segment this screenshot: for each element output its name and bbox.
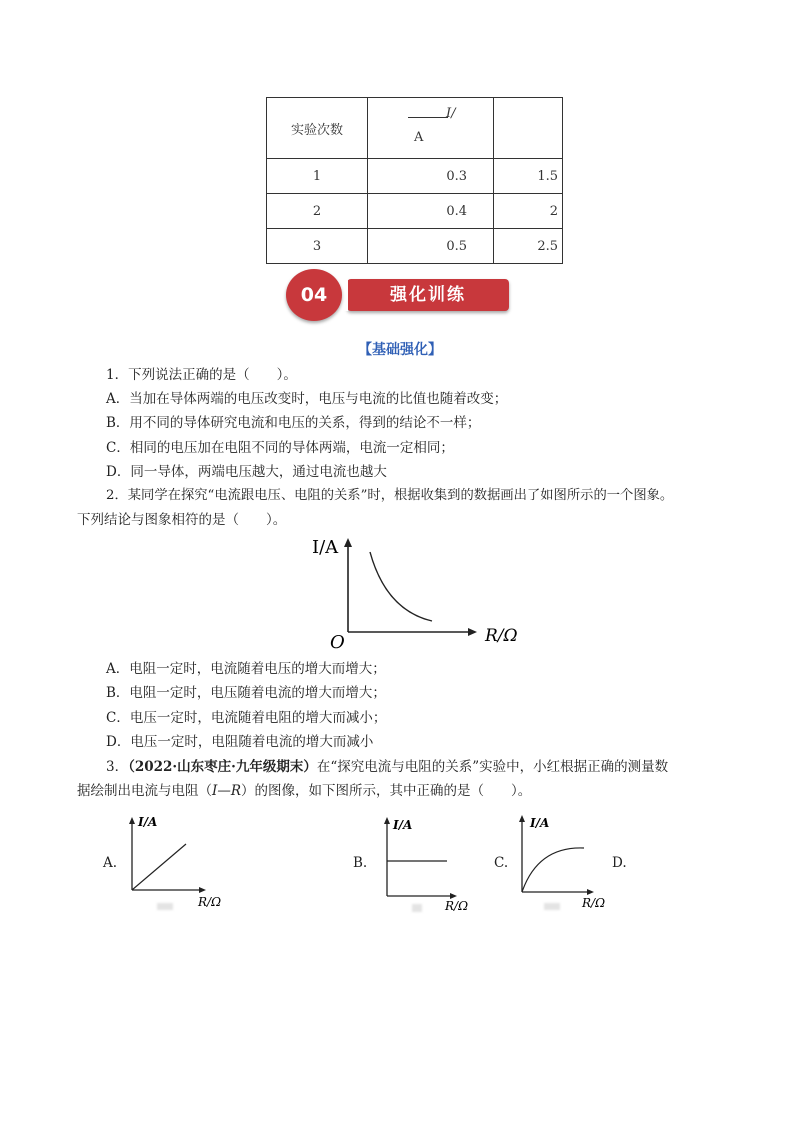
table-header-trials: 实验次数 [267, 98, 368, 159]
q2-stem-line1: 2．某同学在探究“电流跟电压、电阻的关系”时，根据收集到的数据画出了如图所示的一个图象。 [106, 488, 674, 503]
y-axis-arrow [384, 817, 390, 824]
q3-graph-b [375, 812, 485, 912]
q1-option-d: D．同一导体，两端电压越大，通过电流也越大 [106, 464, 387, 480]
y-axis-label: I/A [530, 816, 550, 830]
q3-stem-rest: 在“探究电流与电阻的关系”实验中，小红根据正确的测量数 [316, 759, 669, 775]
section-number-badge: 04 [286, 269, 342, 321]
rising-line [132, 844, 186, 890]
table-header-row [267, 98, 563, 159]
cell-current: 0.3 [368, 159, 494, 194]
table-header-empty [494, 98, 563, 159]
cell-value: 2.5 [494, 229, 563, 264]
header-current-unit: A [414, 130, 424, 145]
x-axis-arrow [199, 887, 206, 893]
table-row [267, 229, 563, 264]
q3-option-d-letter: D. [612, 855, 627, 871]
x-axis-label: R/Ω [582, 896, 606, 910]
q3-stem-line2 [77, 779, 531, 803]
blur-smudge [544, 903, 560, 910]
cell-trial: 1 [267, 159, 368, 194]
x-axis-label: R/Ω [198, 895, 222, 909]
q3-stem-line1 [106, 755, 668, 779]
q3-number: 3． [106, 759, 129, 775]
subsection-title: 【基础强化】 [358, 342, 442, 358]
q1-stem: 1．下列说法正确的是（ ）。 [106, 367, 297, 383]
q2-option-b: B．电阻一定时，电压随着电流的增大而增大； [106, 685, 386, 701]
y-axis-arrow [129, 817, 135, 824]
q1-option-b: B．用不同的导体研究电流和电压的关系，得到的结论不一样； [106, 415, 481, 431]
data-table [266, 97, 563, 264]
x-axis-label: R/Ω [445, 899, 469, 912]
cell-value: 2 [494, 194, 563, 229]
q3-option-b-letter: B. [353, 855, 368, 871]
x-axis-label: R/Ω [485, 626, 518, 646]
table-header-current [368, 98, 494, 159]
y-axis-label: I/A [138, 815, 158, 829]
q2-option-d: D．电压一定时，电阻随着电流的增大而减小 [106, 734, 374, 750]
q3-source: （2022·山东枣庄·九年级期末） [128, 759, 317, 775]
header-blank-line [408, 117, 448, 118]
q2-option-a: A．电阻一定时，电流随着电压的增大而增大； [106, 661, 386, 677]
table-row [267, 159, 563, 194]
q3-graph-c [510, 808, 620, 912]
cell-trial: 3 [267, 229, 368, 264]
q1-option-a: A．当加在导体两端的电压改变时，电压与电流的比值也随着改变； [106, 391, 508, 407]
table-row [267, 194, 563, 229]
y-axis-arrow [344, 538, 352, 547]
rising-curve [522, 848, 584, 892]
origin-label: O [330, 632, 345, 650]
x-axis-arrow [587, 889, 594, 895]
inverse-curve [370, 552, 432, 621]
cell-value: 1.5 [494, 159, 563, 194]
blur-smudge [412, 904, 422, 912]
q3-stem-line2-a: 据绘制出电流与电阻（ [77, 783, 212, 799]
q3-option-c-letter: C. [494, 855, 509, 871]
q2-graph [290, 530, 540, 650]
q1-option-c: C．相同的电压加在电阻不同的导体两端，电流一定相同； [106, 440, 454, 456]
header-current-symbol: I/ [446, 106, 456, 121]
cell-current: 0.4 [368, 194, 494, 229]
y-axis-label: I/A [393, 818, 413, 832]
q3-option-a-letter: A. [103, 855, 118, 871]
y-axis-label: I/A [312, 537, 339, 558]
section-title: 强化训练 [390, 285, 466, 305]
y-axis-arrow [519, 815, 525, 822]
cell-trial: 2 [267, 194, 368, 229]
q3-graph-a [120, 812, 230, 912]
q3-stem-line2-italic: I—R [212, 783, 241, 799]
q2-stem-line2: 下列结论与图象相符的是（ ）。 [77, 512, 287, 528]
q2-option-c: C．电压一定时，电流随着电阻的增大而减小； [106, 710, 387, 726]
x-axis-arrow [468, 628, 477, 636]
cell-current: 0.5 [368, 229, 494, 264]
blur-smudge [157, 903, 173, 910]
q3-stem-line2-b: ）的图像，如下图所示，其中正确的是（ ）。 [241, 783, 532, 799]
